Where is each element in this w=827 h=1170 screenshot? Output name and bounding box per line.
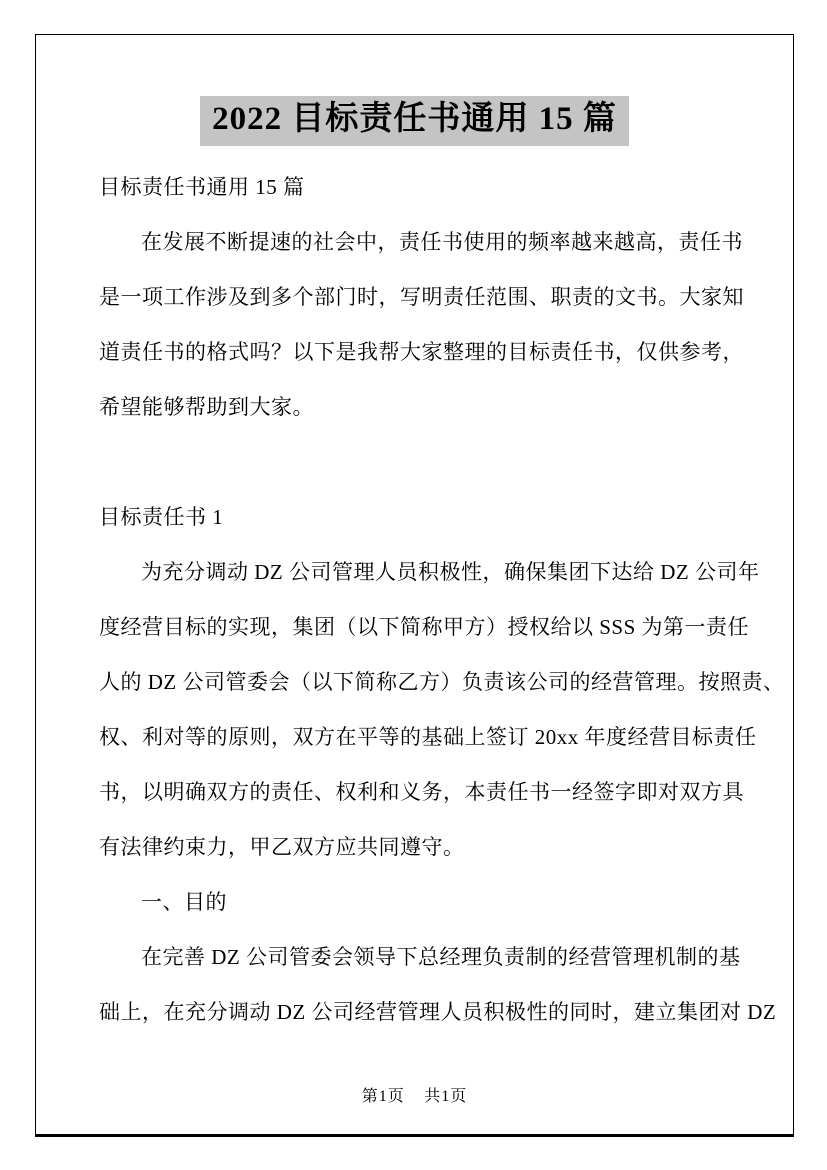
- text-line: 是一项工作涉及到多个部门时，写明责任范围、职责的文书。大家知: [99, 284, 744, 309]
- paragraph: [99, 215, 744, 435]
- paragraph: [99, 490, 730, 545]
- footer-page-total: 共1页: [424, 1088, 468, 1105]
- text-line: 目标责任书 1: [99, 504, 224, 529]
- text-line: 道责任书的格式吗？以下是我帮大家整理的目标责任书，仅供参考，: [99, 339, 744, 364]
- text-line: 权、利对等的原则，双方在平等的基础上签订 20xx 年度经营目标责任: [99, 724, 757, 749]
- text-line: 目标责任书通用 15 篇: [99, 174, 305, 199]
- paragraph: [99, 160, 730, 215]
- text-line: 为充分调动 DZ 公司管理人员积极性，确保集团下达给 DZ 公司年: [141, 559, 760, 584]
- text-line: 希望能够帮助到大家。: [99, 394, 314, 419]
- footer-page-number: 第1页: [361, 1088, 405, 1105]
- paragraph: [99, 435, 730, 490]
- paragraph: [99, 545, 785, 875]
- page-footer: [36, 1083, 793, 1106]
- document-body: [36, 160, 793, 1040]
- text-line: 书，以明确双方的责任、权利和义务，本责任书一经签字即对双方具: [99, 779, 744, 804]
- text-line: 一、目的: [141, 889, 227, 914]
- text-line: 在发展不断提速的社会中，责任书使用的频率越来越高，责任书: [141, 229, 743, 254]
- text-line: 础上，在充分调动 DZ 公司经营管理人员积极性的同时，建立集团对 DZ: [99, 999, 777, 1024]
- text-line: 在完善 DZ 公司管委会领导下总经理负责制的经营管理机制的基: [141, 944, 741, 969]
- text-line: [99, 435, 730, 490]
- document-page: [35, 34, 794, 1137]
- document-title: 2022 目标责任书通用 15 篇: [200, 96, 629, 146]
- title-row: [36, 96, 793, 146]
- text-line: 人的 DZ 公司管委会（以下简称乙方）负责该公司的经营管理。按照责、: [99, 669, 785, 694]
- paragraph: [99, 875, 730, 930]
- paragraph: [99, 930, 777, 1040]
- text-line: 有法律约束力，甲乙双方应共同遵守。: [99, 834, 465, 859]
- text-line: 度经营目标的实现，集团（以下简称甲方）授权给以 SSS 为第一责任: [99, 614, 750, 639]
